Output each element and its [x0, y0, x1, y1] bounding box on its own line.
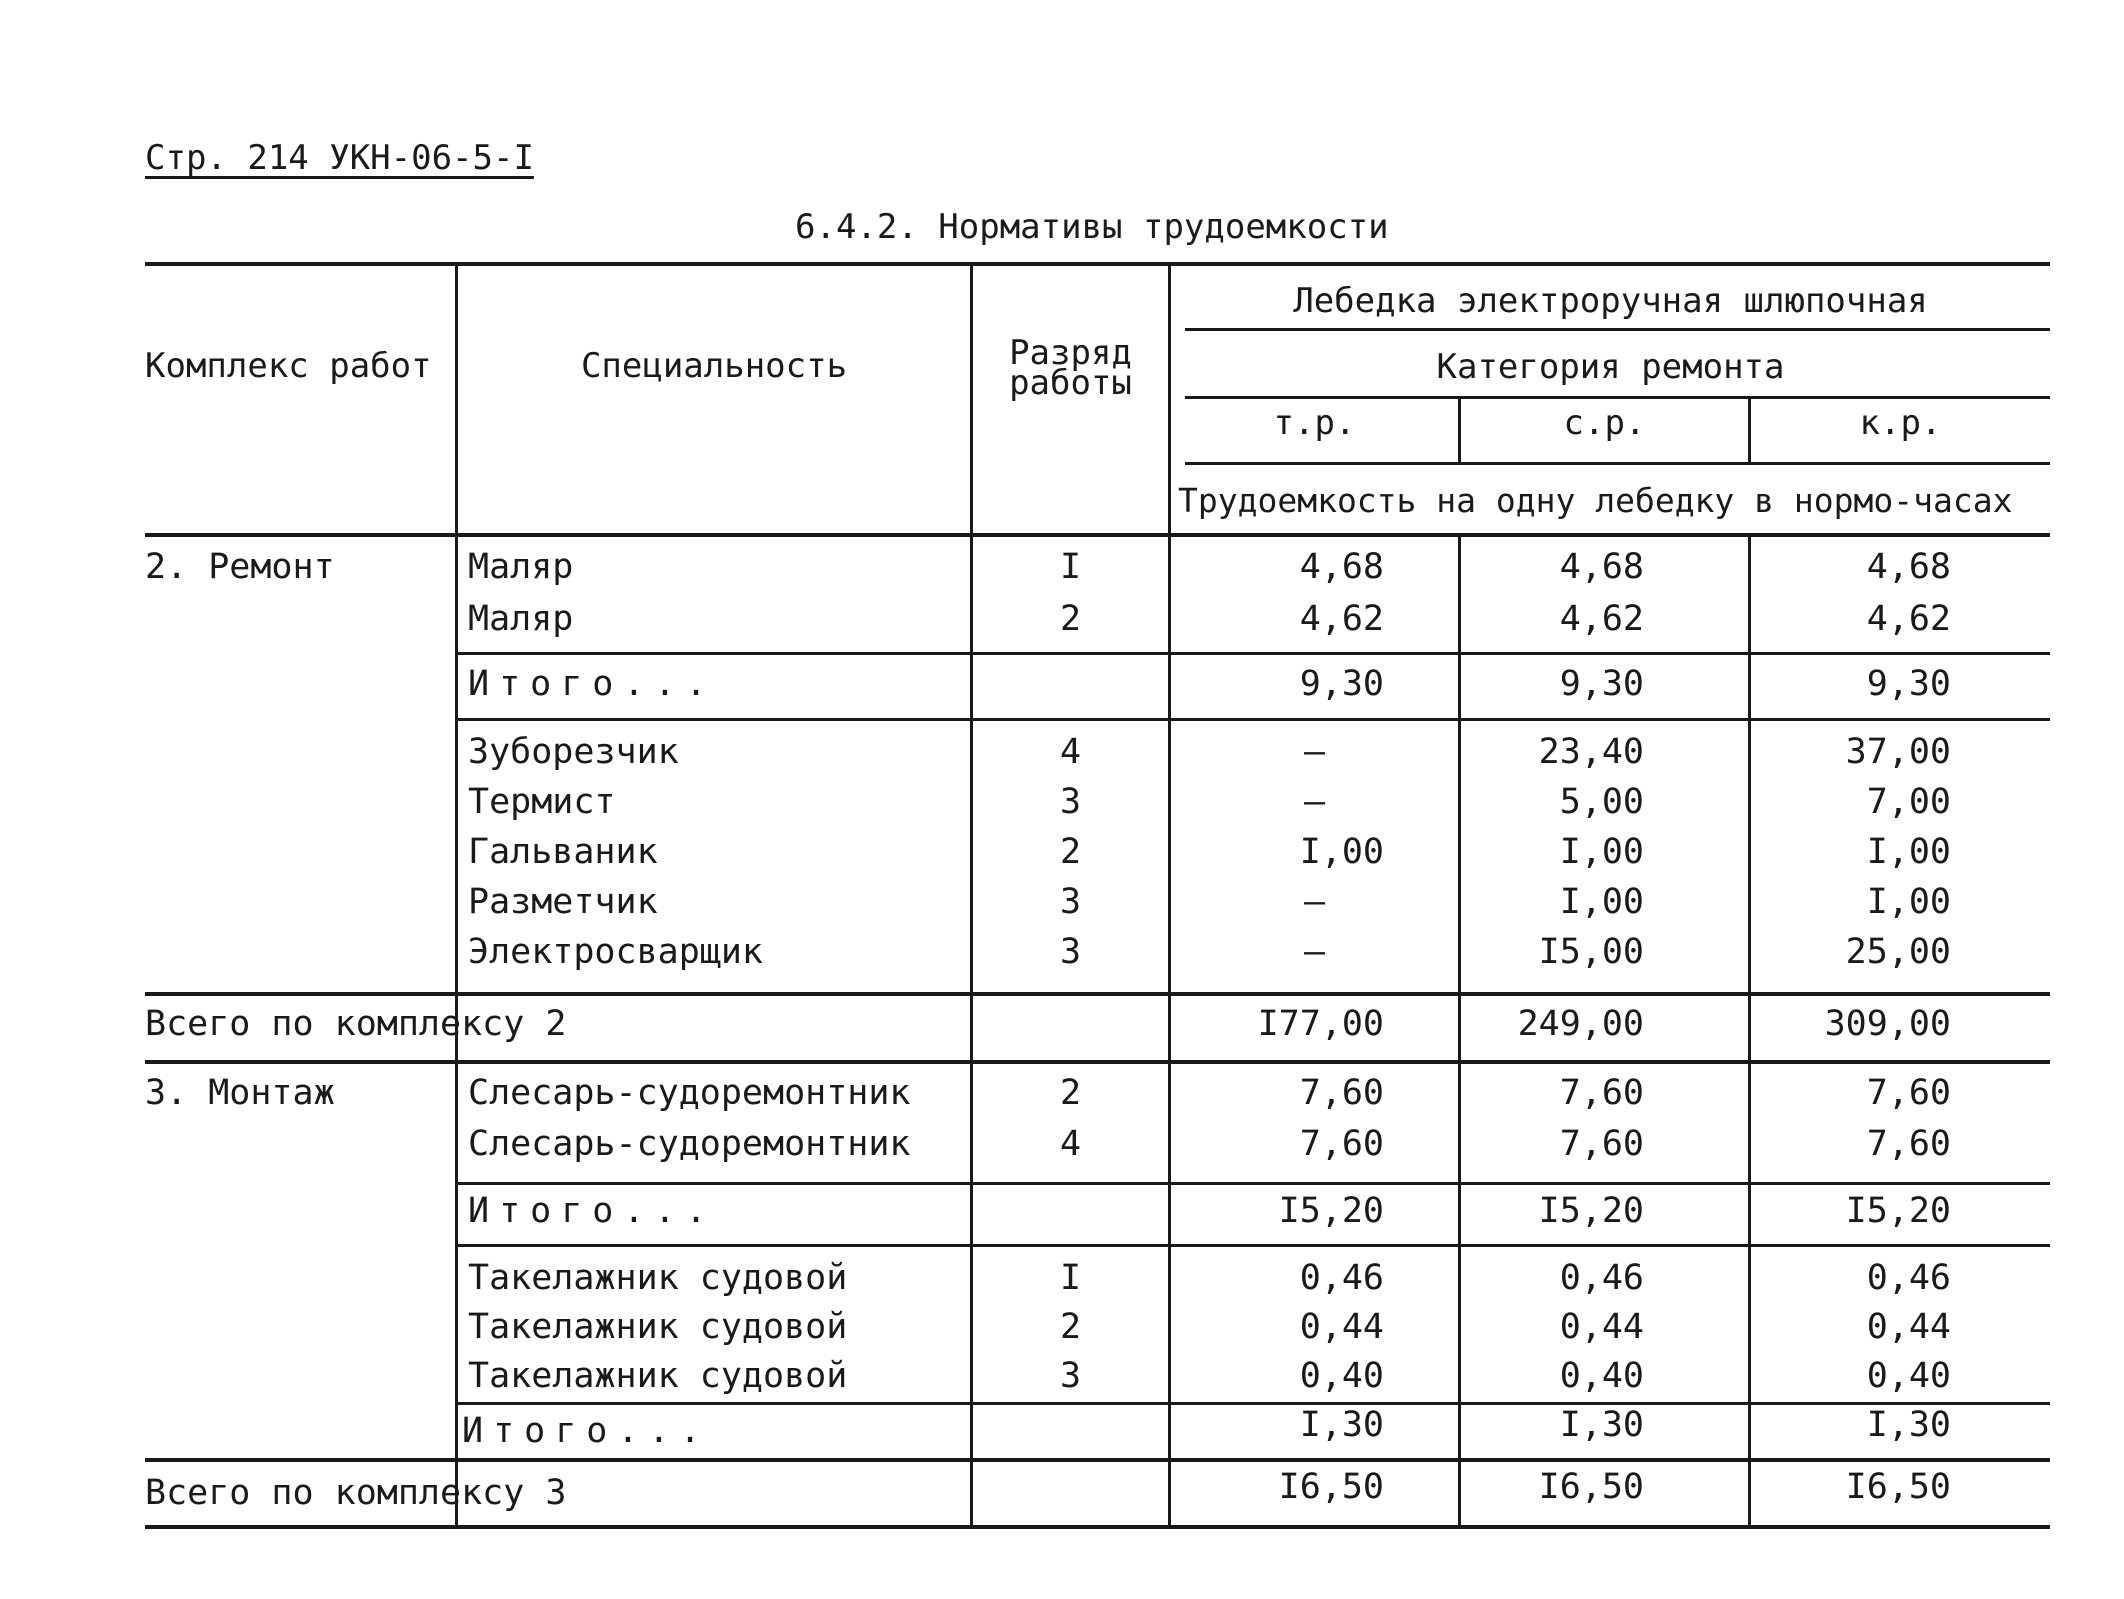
total-label: Всего по комплексу 3	[145, 1473, 567, 1513]
value-tr: 7,60	[1299, 1073, 1384, 1113]
rule	[145, 1060, 2050, 1064]
rule	[1185, 462, 2050, 465]
value-kr: 0,44	[1866, 1307, 1951, 1347]
grade-cell: 4	[1059, 1124, 1082, 1164]
header-bottom-rule	[145, 533, 2050, 537]
value-tr: 0,46	[1299, 1258, 1384, 1298]
complex-label: 3. Монтаж	[145, 1073, 335, 1113]
value-tr: –	[1303, 732, 1326, 772]
subtotal-tr: I,30	[1299, 1405, 1384, 1445]
value-kr: I,00	[1866, 882, 1951, 922]
value-kr: 25,00	[1845, 932, 1951, 972]
specialty-cell: Слесарь-судоремонтник	[468, 1124, 911, 1164]
header-complex: Комплекс работ	[145, 346, 432, 386]
value-sr: 4,62	[1559, 599, 1644, 639]
value-kr: 4,62	[1866, 599, 1951, 639]
page-header: Стр. 214 УКН-06-5-I	[145, 138, 534, 178]
total-tr: I77,00	[1257, 1004, 1384, 1044]
value-sr: 0,46	[1559, 1258, 1644, 1298]
total-sr: I6,50	[1538, 1467, 1644, 1507]
table-top-rule	[145, 262, 2050, 266]
header-grade-line1: Разряд	[1009, 333, 1132, 373]
rule	[455, 1182, 2050, 1185]
subtotal-kr: I,30	[1866, 1405, 1951, 1445]
value-sr: 0,44	[1559, 1307, 1644, 1347]
total-kr: I6,50	[1845, 1467, 1951, 1507]
value-sr: I5,00	[1538, 932, 1644, 972]
specialty-cell: Такелажник судовой	[468, 1258, 848, 1298]
grade-cell: 2	[1059, 1307, 1082, 1347]
value-tr: I,00	[1299, 832, 1384, 872]
value-kr: I,00	[1866, 832, 1951, 872]
rule	[145, 992, 2050, 996]
grade-cell: 2	[1059, 832, 1082, 872]
total-kr: 309,00	[1824, 1004, 1951, 1044]
value-kr: 7,60	[1866, 1124, 1951, 1164]
value-sr: I,00	[1559, 832, 1644, 872]
value-kr: 0,46	[1866, 1258, 1951, 1298]
header-grade-line2: работы	[1009, 363, 1132, 403]
rule	[1185, 396, 2050, 399]
col-divider	[455, 262, 458, 1525]
value-kr: 4,68	[1866, 547, 1951, 587]
value-tr: 7,60	[1299, 1124, 1384, 1164]
value-tr: 4,68	[1299, 547, 1384, 587]
total-tr: I6,50	[1278, 1467, 1384, 1507]
value-sr: 23,40	[1538, 732, 1644, 772]
rule	[455, 1244, 2050, 1247]
subtotal-label: Итого...	[468, 1191, 717, 1231]
header-repair-category: Категория ремонта	[1436, 347, 1785, 387]
value-tr: 0,40	[1299, 1356, 1384, 1396]
subtotal-label: Итого...	[468, 664, 717, 704]
value-kr: 7,60	[1866, 1073, 1951, 1113]
specialty-cell: Электросварщик	[468, 932, 764, 972]
value-sr: 5,00	[1559, 782, 1644, 822]
specialty-cell: Слесарь-судоремонтник	[468, 1073, 911, 1113]
value-tr: 4,62	[1299, 599, 1384, 639]
grade-cell: I	[1059, 1258, 1082, 1298]
value-sr: I,00	[1559, 882, 1644, 922]
total-sr: 249,00	[1517, 1004, 1644, 1044]
specialty-cell: Разметчик	[468, 882, 658, 922]
specialty-cell: Маляр	[468, 599, 574, 639]
value-tr: –	[1303, 932, 1326, 972]
value-tr: –	[1303, 882, 1326, 922]
table-bottom-rule	[145, 1525, 2050, 1529]
rule	[455, 652, 2050, 655]
header-sr: с.р.	[1563, 403, 1646, 443]
rule	[1185, 328, 2050, 331]
grade-cell: 2	[1059, 1073, 1082, 1113]
specialty-cell: Зуборезчик	[468, 732, 679, 772]
value-sr: 0,40	[1559, 1356, 1644, 1396]
grade-cell: 3	[1059, 782, 1082, 822]
value-sr: 4,68	[1559, 547, 1644, 587]
subtotal-tr: 9,30	[1299, 664, 1384, 704]
value-sr: 7,60	[1559, 1073, 1644, 1113]
header-kr: к.р.	[1859, 403, 1942, 443]
header-specialty: Специальность	[580, 346, 848, 386]
subtotal-kr: I5,20	[1845, 1191, 1951, 1231]
total-label: Всего по комплексу 2	[145, 1004, 567, 1044]
header-tr: т.р.	[1273, 403, 1356, 443]
subtotal-sr: 9,30	[1559, 664, 1644, 704]
grade-cell: 4	[1059, 732, 1082, 772]
grade-cell: I	[1059, 547, 1082, 587]
value-sr: 7,60	[1559, 1124, 1644, 1164]
specialty-cell: Такелажник судовой	[468, 1356, 848, 1396]
value-kr: 37,00	[1845, 732, 1951, 772]
subtotal-sr: I,30	[1559, 1405, 1644, 1445]
complex-label: 2. Ремонт	[145, 547, 335, 587]
value-tr: –	[1303, 782, 1326, 822]
header-equipment: Лебедка электроручная шлюпочная	[1293, 281, 1928, 321]
specialty-cell: Такелажник судовой	[468, 1307, 848, 1347]
value-kr: 0,40	[1866, 1356, 1951, 1396]
specialty-cell: Маляр	[468, 547, 574, 587]
subtotal-tr: I5,20	[1278, 1191, 1384, 1231]
grade-cell: 2	[1059, 599, 1082, 639]
table-title: 6.4.2. Нормативы трудоемкости	[795, 207, 1389, 247]
value-kr: 7,00	[1866, 782, 1951, 822]
value-tr: 0,44	[1299, 1307, 1384, 1347]
subtotal-sr: I5,20	[1538, 1191, 1644, 1231]
rule	[145, 1458, 2050, 1462]
grade-cell: 3	[1059, 1356, 1082, 1396]
header-unit: Трудоемкость на одну лебедку в нормо-часах	[1178, 481, 2013, 520]
grade-cell: 3	[1059, 932, 1082, 972]
rule	[455, 718, 2050, 721]
subtotal-kr: 9,30	[1866, 664, 1951, 704]
grade-cell: 3	[1059, 882, 1082, 922]
specialty-cell: Термист	[468, 782, 616, 822]
subtotal-label: Итого...	[462, 1411, 711, 1451]
specialty-cell: Гальваник	[468, 832, 658, 872]
